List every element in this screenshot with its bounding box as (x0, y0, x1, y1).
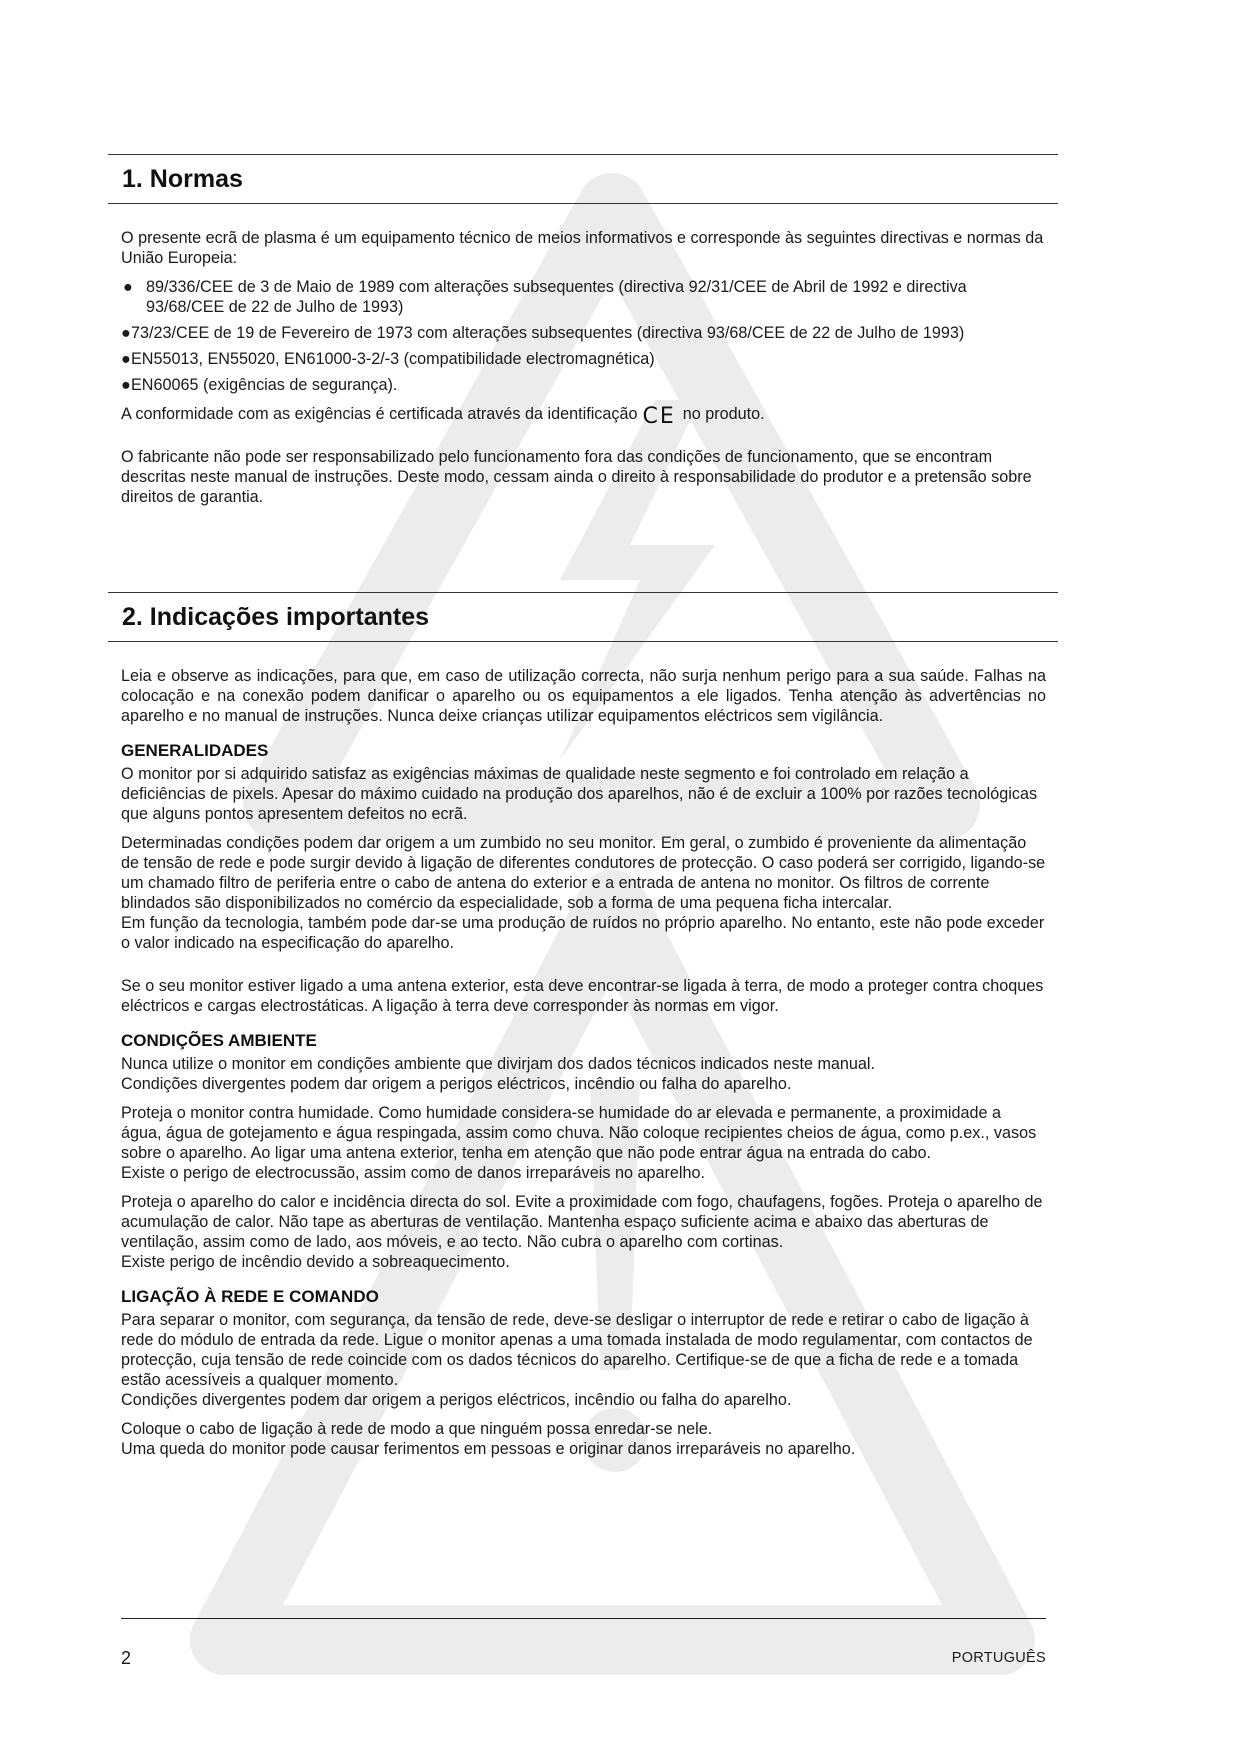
generalidades-p3: Em função da tecnologia, também pode dar-se uma produção de ruídos no próprio aparelho. No entanto, este não pode exceder o valor indicado na especificação do aparelho. (121, 914, 1045, 952)
ligacao-p2b: Uma queda do monitor pode causar ferimentos em pessoas e originar danos irreparáveis no aparelho. (121, 1440, 856, 1458)
list-item: ●73/23/CEE de 19 de Fevereiro de 1973 com alterações subsequentes (directiva 93/68/CEE de 22 de Julho de 1993) (121, 324, 965, 342)
section-rule-bottom (108, 641, 1058, 642)
ligacao-p1: Para separar o monitor, com segurança, da tensão de rede, deve-se desligar o interruptor de rede e retirar o cabo de ligação à rede do módulo de entrada da rede. Ligue o monitor apenas a uma tomada instalada de modo regulamentar, com contactos de protecção, cuja tensão de rede coincide com os dados técnicos do aparelho. Certifique-se de que a ficha de rede e a tomada estão acessíveis a qualquer momento. (121, 1311, 1033, 1389)
section-rule-bottom (108, 203, 1058, 204)
section-2-body (121, 666, 1046, 1468)
condicoes-heading: CONDIÇÕES AMBIENTE (121, 1031, 317, 1050)
section-1-title: 1. Normas (122, 165, 243, 193)
generalidades-p2: Determinadas condições podem dar origem a um zumbido no seu monitor. Em geral, o zumbido é proveniente da alimentação de tensão de rede e pode surgir devido à ligação de diferentes condutores de protecção. O caso poderá ser corrigido, ligando-se um chamado filtro de periferia entre o cabo de antena do exterior e a entrada de antena no monitor. Os filtros de corrente blindados são disponibilizados no comércio da especialidade, sob a forma de uma pequena ficha intercalar. (121, 834, 1046, 912)
norms-intro: O presente ecrã de plasma é um equipamento técnico de meios informativos e corresponde às seguintes directivas e normas da União Europeia: (121, 229, 1044, 267)
conformity-statement: A conformidade com as exigências é certificada através da identificação CE no produto. (121, 404, 765, 429)
generalidades-p1: O monitor por si adquirido satisfaz as exigências máximas de qualidade neste segmento e foi controlado em relação a deficiências de pixels. Apesar do máximo cuidado na produção dos aparelhos, não é de excluir a 100% por razões tecnológicas que alguns pontos apresentem defeitos no ecrã. (121, 765, 1038, 823)
bullet-icon: ● (121, 324, 131, 342)
list-item: ●EN55013, EN55020, EN61000-3-2/-3 (compatibilidade electromagnética) (121, 350, 655, 368)
ligacao-p1b: Condições divergentes podem dar origem a perigos eléctricos, incêndio ou falha do aparelho. (121, 1391, 792, 1409)
generalidades-heading: GENERALIDADES (121, 741, 269, 760)
section-1-header (108, 154, 1058, 204)
ligacao-heading: LIGAÇÃO À REDE E COMANDO (121, 1287, 379, 1306)
generalidades-p4: Se o seu monitor estiver ligado a uma antena exterior, esta deve encontrar-se ligada à terra, de modo a proteger contra choques eléctricos e cargas electrostáticas. A ligação à terra deve corresponder às normas em vigor. (121, 977, 1044, 1015)
important-intro: Leia e observe as indicações, para que, em caso de utilização correcta, não surja nenhum perigo para a sua saúde. Falhas na colocação e na conexão podem danificar o aparelho ou os equipamentos a ele ligados. Tenha atenção às advertências no aparelho e no manual de instruções. Nunca deixe crianças utilizar equipamentos eléctricos sem vigilância. (121, 667, 1046, 725)
section-1-body (121, 228, 1046, 516)
ligacao-p2: Coloque o cabo de ligação à rede de modo a que ninguém possa enredar-se nele. (121, 1420, 713, 1438)
section-2-title: 2. Indicações importantes (122, 603, 430, 631)
condicoes-p1: Nunca utilize o monitor em condições ambiente que divirjam dos dados técnicos indicados neste manual. (121, 1055, 876, 1073)
list-item: ●EN60065 (exigências de segurança). (121, 376, 398, 394)
condicoes-p2: Proteja o monitor contra humidade. Como humidade considera-se humidade do ar elevada e permanente, a proximidade a água, água de gotejamento e água respingada, assim como chuva. Não coloque recipientes cheios de água, como p.ex., vasos sobre o aparelho. Ao ligar uma antena exterior, tenha em atenção que não pode entrar água na entrada do cabo. (121, 1104, 1037, 1162)
bullet-icon: ● (123, 278, 133, 296)
page-number: 2 (121, 1648, 132, 1668)
bullet-icon: ● (121, 376, 131, 394)
condicoes-p1b: Condições divergentes podem dar origem a perigos eléctricos, incêndio ou falha do aparelho. (121, 1075, 792, 1093)
directives-list (121, 277, 1046, 395)
section-2-header (108, 592, 1058, 642)
condicoes-p3: Proteja o aparelho do calor e incidência directa do sol. Evite a proximidade com fogo, chaufagens, fogões. Proteja o aparelho de acumulação de calor. Não tape as aberturas de ventilação. Mantenha espaço suficiente acima e abaixo das aberturas de ventilação, assim como de lado, aos móveis, e ao tecto. Não cubra o aparelho com cortinas. (121, 1193, 1043, 1251)
footer-rule (121, 1618, 1046, 1619)
bullet-icon: ● (121, 350, 131, 368)
manufacturer-liability: O fabricante não pode ser responsabilizado pelo funcionamento fora das condições de funcionamento, que se encontram descritas neste manual de instruções. Deste modo, cessam ainda o direito à responsabilidade do produtor e a pretensão sobre direitos de garantia. (121, 448, 1032, 506)
list-item: ● 89/336/CEE de 3 de Maio de 1989 com alterações subsequentes (directiva 92/31/CEE de Abril de 1992 e directiva 93/68/CEE de 22 de Julho de 1993) (123, 278, 967, 316)
condicoes-p2b: Existe o perigo de electrocussão, assim como de danos irreparáveis no aparelho. (121, 1164, 705, 1182)
condicoes-p3b: Existe perigo de incêndio devido a sobreaquecimento. (121, 1253, 510, 1271)
footer-language: PORTUGUÊS (951, 1650, 1046, 1666)
ce-mark-icon: CE (642, 404, 676, 429)
